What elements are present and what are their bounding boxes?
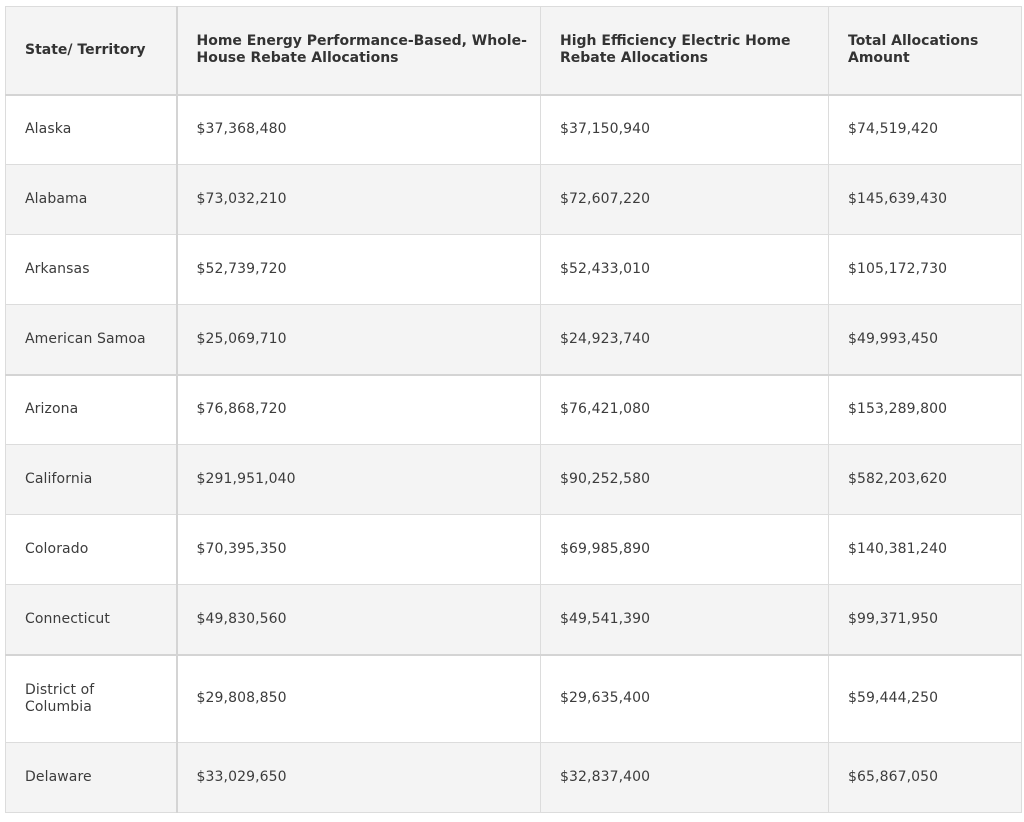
cell-electric: $37,150,940 xyxy=(541,95,829,165)
cell-state: District of Columbia xyxy=(6,655,177,743)
table-body xyxy=(6,95,1022,813)
cell-whole-house: $52,739,720 xyxy=(177,235,541,305)
table-row xyxy=(6,655,1022,743)
header-total-allocations: Total Allocations Amount xyxy=(829,7,1022,95)
cell-total: $65,867,050 xyxy=(829,743,1022,813)
table-row xyxy=(6,515,1022,585)
header-electric-home-rebate: High Efficiency Electric Home Rebate Allocations xyxy=(541,7,829,95)
cell-state: American Samoa xyxy=(6,305,177,375)
cell-state: Arkansas xyxy=(6,235,177,305)
cell-whole-house: $73,032,210 xyxy=(177,165,541,235)
cell-whole-house: $29,808,850 xyxy=(177,655,541,743)
cell-electric: $24,923,740 xyxy=(541,305,829,375)
cell-total: $140,381,240 xyxy=(829,515,1022,585)
cell-state: Alabama xyxy=(6,165,177,235)
cell-electric: $52,433,010 xyxy=(541,235,829,305)
header-row xyxy=(6,7,1022,95)
cell-total: $49,993,450 xyxy=(829,305,1022,375)
cell-electric: $69,985,890 xyxy=(541,515,829,585)
cell-total: $99,371,950 xyxy=(829,585,1022,655)
cell-total: $105,172,730 xyxy=(829,235,1022,305)
cell-whole-house: $76,868,720 xyxy=(177,375,541,445)
cell-total: $59,444,250 xyxy=(829,655,1022,743)
table-row xyxy=(6,305,1022,375)
cell-electric: $76,421,080 xyxy=(541,375,829,445)
cell-total: $153,289,800 xyxy=(829,375,1022,445)
table-row xyxy=(6,375,1022,445)
table-row xyxy=(6,95,1022,165)
cell-state: California xyxy=(6,445,177,515)
cell-total: $582,203,620 xyxy=(829,445,1022,515)
header-state: State/ Territory xyxy=(6,7,177,95)
cell-whole-house: $49,830,560 xyxy=(177,585,541,655)
cell-electric: $90,252,580 xyxy=(541,445,829,515)
cell-state: Colorado xyxy=(6,515,177,585)
cell-state: Connecticut xyxy=(6,585,177,655)
table-row xyxy=(6,445,1022,515)
cell-electric: $72,607,220 xyxy=(541,165,829,235)
cell-whole-house: $33,029,650 xyxy=(177,743,541,813)
rebate-allocations-table xyxy=(5,6,1022,813)
cell-total: $74,519,420 xyxy=(829,95,1022,165)
table-row xyxy=(6,235,1022,305)
cell-whole-house: $70,395,350 xyxy=(177,515,541,585)
table-row xyxy=(6,165,1022,235)
table-row xyxy=(6,585,1022,655)
cell-whole-house: $291,951,040 xyxy=(177,445,541,515)
table-header xyxy=(6,7,1022,95)
cell-whole-house: $37,368,480 xyxy=(177,95,541,165)
cell-electric: $49,541,390 xyxy=(541,585,829,655)
cell-electric: $32,837,400 xyxy=(541,743,829,813)
cell-state: Delaware xyxy=(6,743,177,813)
cell-electric: $29,635,400 xyxy=(541,655,829,743)
cell-state: Arizona xyxy=(6,375,177,445)
cell-whole-house: $25,069,710 xyxy=(177,305,541,375)
header-whole-house-rebate: Home Energy Performance-Based, Whole-House Rebate Allocations xyxy=(177,7,541,95)
cell-total: $145,639,430 xyxy=(829,165,1022,235)
cell-state: Alaska xyxy=(6,95,177,165)
table-row xyxy=(6,743,1022,813)
